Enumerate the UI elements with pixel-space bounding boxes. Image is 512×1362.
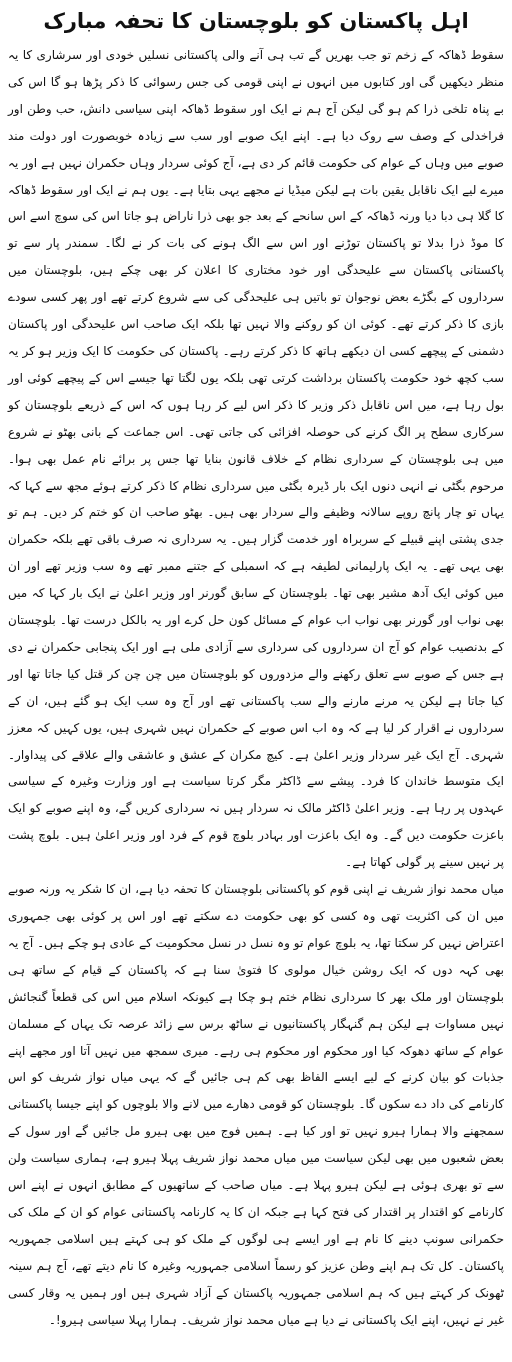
paragraph: میاں محمد نواز شریف نے اپنی قوم کو پاکستانی بلوچستان کا تحفہ دیا ہے، ان کا شکر یہ ورنہ صوبے میں ان کی اکثریت تھی وہ کسی کو بھی حکومت دے سکتے تھے اور اس پر کوئی بھی جمہوری اعتراض نہیں کر سکتا تھا، یہ بلوچ عوام تو وہ نسل در نسل محکومیت کے عادی ہو چکے ہیں۔ آج یہ بھی کہہ دوں کہ ایک روشن خیال مولوی کا فتویٰ سنا ہے کہ پاکستان کے قیام کے ساتھ ہی بلوچستان اور ملک بھر کا سرداری نظام ختم ہو چکا ہے کیونکہ اسلام میں اس کی قطعاً گنجائش نہیں مساوات ہے لیکن ہم گنہگار پاکستانیوں نے ساٹھ برس سے زائد عرصہ تک یہاں کے مسلمان عوام کے ساتھ دھوکہ کیا اور محکوم اور محکوم ہی رہے۔ میری سمجھ میں نہیں آتا اور مجھے اپنے جذبات کو بیان کرنے کے لیے ایسے الفاظ بھی کم ہی جائیں گے کہ یہی میاں نواز شریف کو اس کارنامے کی داد دے سکوں گا۔ بلوچستان کو قومی دھارے میں لانے والا بلوچوں کو اپنے جیسا پاکستانی سمجھنے والا ہمارا ہیرو نہیں تو اور کیا ہے۔ ہمیں فوج میں بھی ہیرو مل جائیں گے اور سول کے بعض شعبوں میں بھی لیکن سیاست میں میاں محمد نواز شریف پہلا ہیرو ہے، ہماری سیاست ولن سے تو بھری ہوئی ہے لیکن ہیرو پہلا ہے۔ میاں صاحب کے ساتھیوں کے مطابق انہوں نے اپنے اس کارنامے کو اقتدار پر اقتدار کی فتح کہا ہے جبکہ ان کا یہ کارنامہ پاکستانی عوام کو ان کے ملک کی حکمرانی سونپ دینے کا نام ہے اور ایسے ہی لوگوں کے ملک کو ہی کہتے ہیں اسلامی جمہوریہ پاکستان۔ کل تک ہم اپنے وطن عزیز کو رسماً اسلامی جمہوریہ وغیرہ کا نام دیتے تھے، آج ہم سینہ ٹھونک کر کہتے ہیں کہ ہم اسلامی جمہوریہ پاکستان کے آزاد شہری ہیں اور ہمیں یہ وقار کسی غیر نے نہیں، اپنے ایک پاکستانی نے دیا ہے میاں محمد نواز شریف۔ ہمارا پہلا سیاسی ہیرو!۔ <box>8 882 504 1327</box>
headline: اہل پاکستان کو بلوچستان کا تحفہ مبارک <box>43 9 469 33</box>
paragraph: سقوط ڈھاکہ کے زخم تو جب بھریں گے تب ہی آنے والی پاکستانی نسلیں خودی اور سرشاری کا یہ منظر دیکھیں گی اور کتابوں میں انہوں نے اپنی قومی کی جس رسوائی کا ذکر پڑھا ہو گا اس کی بے پناہ تلخی ذرا کم ہو گی لیکن آج ہم نے ایک اور سقوط ڈھاکہ اپنی سیاسی دانش، حب وطن اور فراخدلی کے وصف سے روک دیا ہے۔ اپنے ایک صوبے اور سب سے زیادہ خوبصورت اور دولت مند صوبے میں وہاں کے عوام کی حکومت قائم کر دی ہے، آج کوئی سردار وہاں حکمران نہیں ہے اور یہ میرے لیے ایک ناقابل یقین بات ہے لیکن میڈیا نے مجھے یہی بتایا ہے۔ یوں ہم نے ایک اور سقوط ڈھاکہ کا گلا ہی دبا دیا ورنہ ڈھاکہ کے اس سانحے کے بعد جو بھی ذرا ناراض ہو جاتا اس کی سوچ اسے اس کا موڈ ذرا بدلا تو پاکستان توڑنے اور اس سے الگ ہونے کی بات کر نے لگا۔ سمندر پار سے تو پاکستانی پاکستان سے علیحدگی اور خود مختاری کا اعلان کر بھی چکے ہیں، بلوچستان میں سرداروں کے بگڑے بعض نوجوان تو باتیں ہی علیحدگی کی سے شروع کرتے تھے اور پھر کسی سودے بازی کا ذکر کرتے تھے۔ کوئی ان کو روکنے والا نہیں تھا بلکہ ایک صاحب اس علیحدگی اور پاکستان دشمنی کے پیچھے کسی ان دیکھے ہاتھ کا ذکر کرتے رہے۔ پاکستان کی حکومت کا ایک وزیر ہو کر یہ سب کچھ خود حکومت پاکستان برداشت کرتی تھی بلکہ یوں لگتا تھا جیسے اس کے پیچھے کوئی اور بول رہا ہے، میں اس ناقابل ذکر وزیر کا ذکر اس لیے کر رہا ہوں کہ اس کے ذریعے بلوچستان کو سرکاری سطح پر الگ کرنے کی حوصلہ افزائی کی جاتی تھی۔ اس جماعت کے بانی بھٹو نے شروع میں ہی بلوچستان کے سرداری نظام کے خلاف قانون بنایا تھا جس پر برائے نام عمل بھی ہوا۔ مرحوم بگٹی نے انہی دنوں ایک بار ڈیرہ بگٹی میں سرداری نظام کا ذکر کرتے ہوئے مجھ سے کہا کہ یہاں تو چار پانچ روپے سالانہ وظیفے والے سردار بھی ہیں۔ بھٹو صاحب ان کو ختم کر دیں۔ ہم تو جدی پشتی اپنے قبیلے کے سربراہ اور خدمت گزار ہیں۔ یہ سرداری نہ صرف باقی تھے بلکہ حکمران بھی یہی تھے۔ یہ ایک پارلیمانی لطیفہ ہے کہ اسمبلی کے جتنے ممبر تھے وہ سب وزیر تھے اور ان میں کوئی ایک آدھ مشیر بھی تھا۔ بلوچستان کے سابق گورنر اور وزیر اعلیٰ نے ایک بار کہا کہ میں بھی نواب اور گورنر بھی نواب اب عوام کے مسائل کون حل کرے اور یہ بالکل درست تھا۔ بلوچستان کے بدنصیب عوام کو آج ان سرداروں کی سرداری سے آزادی ملی ہے اور ایک پنجابی حکمران نے دی ہے جس کے صوبے سے تعلق رکھنے والے مزدوروں کو بلوچستان میں چن چن کر قتل کیا جاتا تھا اور کیا جاتا ہے لیکن یہ مرنے مارنے والے سب پاکستانی تھے اور آج وہ سب ایک ہو گئے ہیں، ان کے سرداروں نے اقرار کر لیا ہے کہ وہ اب اس صوبے کے حکمران نہیں شہری ہیں، یوں کہیں کہ معزز شہری۔ آج ایک غیر سردار وزیر اعلیٰ ہے۔ کیچ مکران کے عشق و عاشقی والے علاقے کی پیداوار۔ ایک متوسط خاندان کا فرد۔ پیشے سے ڈاکٹر مگر کرتا سیاست ہے اور وزارت وغیرہ کے سیاسی عہدوں پر رہا ہے۔ وزیر اعلیٰ ڈاکٹر مالک نہ سردار ہیں نہ سرداری کریں گے، وہ اپنے صوبے کو ایک باعزت حکومت دیں گے۔ وہ ایک باعزت اور بہادر بلوچ قوم کے فرد اور وزیر اعلیٰ ہیں۔ بلوچ پشت پر نہیں سینے پر گولی کھاتا ہے۔ <box>8 48 504 870</box>
article-body <box>8 42 504 1334</box>
